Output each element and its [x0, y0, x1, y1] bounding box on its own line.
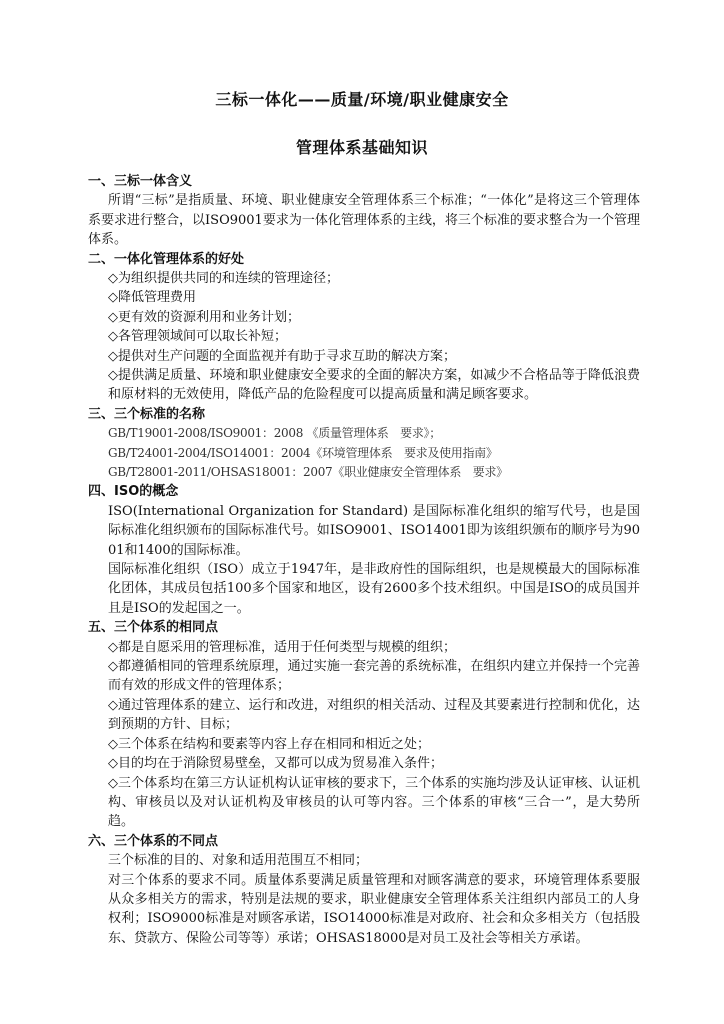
bullet-item: ◇都是自愿采用的管理标准，适用于任何类型与规模的组织；: [108, 639, 456, 655]
bullet-item: ◇通过管理体系的建立、运行和改进，对组织的相关活动、过程及其要素进行控制和优化，达到预期的方针、目标；: [108, 697, 640, 733]
paragraph: 所谓“三标”是指质量、环境、职业健康安全管理体系三个标准；“一体化”是将这三个管理体系要求进行整合，以ISO9001要求为一体化管理体系的主线，将三个标准的要求整合为一个管理体系。: [88, 193, 640, 248]
paragraph: 三个标准的目的、对象和适用范围互不相同；: [108, 853, 369, 869]
section-heading: 一、三标一体含义: [88, 174, 193, 189]
bullet-item: ◇三个体系在结构和要素等内容上存在相同和相近之处；: [108, 736, 430, 752]
paragraph: ISO(International Organization for Standard) 是国际标准化组织的缩写代号，也是国际标准化组织颁布的国际标准代号。如ISO9001、ISO14001即为该组织颁布的顺序号为9001和1400的国际标准。: [108, 503, 640, 558]
bullet-item: ◇目的均在于消除贸易壁垒，又都可以成为贸易准入条件；: [108, 756, 443, 772]
bullet-item: ◇为组织提供共同的和连续的管理途径；: [108, 271, 339, 286]
bullet-item: ◇三个体系均在第三方认证机构认证审核的要求下，三个体系的实施均涉及认证审核、认证机构、审核员以及对认证机构及审核员的认可等内容。三个体系的审核“三合一”，是大势所趋。: [108, 775, 640, 830]
section-heading: 五、三个体系的相同点: [88, 620, 219, 636]
paragraph: 国际标准化组织（ISO）成立于1947年，是非政府性的国际组织，也是规模最大的国际标准化团体，其成员包括100多个国家和地区，设有2600多个技术组织。中国是ISO的成员国并且是ISO的发起国之一。: [108, 562, 640, 616]
section-heading: 六、三个体系的不同点: [88, 833, 219, 849]
standard-name: GB/T19001-2008/ISO9001：2008 《质量管理体系 要求》；: [108, 426, 441, 441]
bullet-item: ◇都遵循相同的管理系统原理，通过实施一套完善的系统标准，在组织内建立并保持一个完善而有效的形成文件的管理体系；: [108, 659, 640, 694]
bullet-item: ◇更有效的资源利用和业务计划；: [108, 309, 300, 325]
standard-name: GB/T24001-2004/ISO14001：2004《环境管理体系 要求及使用指南》: [108, 445, 498, 460]
paragraph: 对三个体系的要求不同。质量体系要满足质量管理和对顾客满意的要求，环境管理体系要服从众多相关方的需求，特别是法规的要求，职业健康安全管理体系关注组织内部员工的人身权利；ISO9000标准是对顾客承诺，ISO14000标准是对政府、社会和众多相关方（包括股东、贷款方、保险公司等等）承诺；OHSAS18000是对员工及社会等相关方承诺。: [108, 872, 640, 946]
bullet-item: ◇提供满足质量、环境和职业健康安全要求的全面的解决方案，如减少不合格品等于降低浪费和原材料的无效使用，降低产品的危险程度可以提高质量和满足顾客要求。: [108, 368, 640, 403]
document-body: [88, 172, 640, 948]
document-title: 三标一体化——质量/环境/职业健康安全: [215, 90, 509, 109]
section-heading: 三、三个标准的名称: [88, 406, 206, 422]
standard-name: GB/T28001-2011/OHSAS18001：2007《职业健康安全管理体系 要求》: [108, 465, 508, 480]
document-subtitle: 管理体系基础知识: [295, 138, 428, 157]
bullet-item: ◇降低管理费用: [108, 290, 196, 306]
section-heading: 二、一体化管理体系的好处: [88, 251, 245, 267]
section-heading: 四、ISO的概念: [88, 484, 179, 500]
bullet-item: ◇各管理领域间可以取长补短；: [108, 329, 287, 345]
bullet-item: ◇提供对生产问题的全面监视并有助于寻求互助的解决方案；: [108, 348, 456, 364]
